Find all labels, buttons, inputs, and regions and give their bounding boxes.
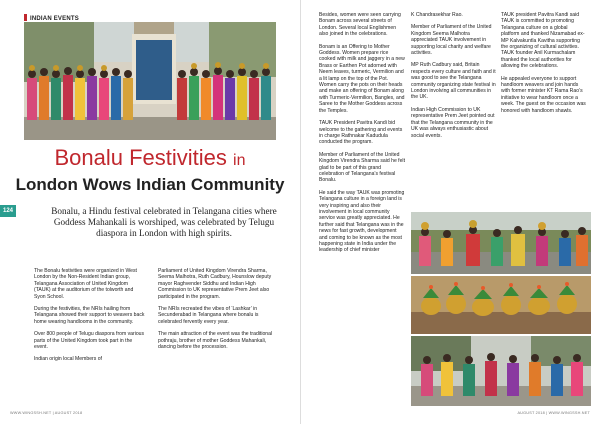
- paragraph: Parliament of United Kingdom Virendra Sharma, Seema Malhotra, Ruth Cadbury, Hounslow deputy mayor Raghvender Siddhu and Indian High Commission to UK representative Prem Jeet also participated in the program.: [158, 268, 272, 300]
- footer-left: WWW.WINGSSH.NET | AUGUST 2018: [10, 411, 83, 415]
- paragraph: During the festivities, the NRIs hailing from Telangana showed their support to weavers back home wearing handlooms in the community.: [34, 306, 145, 325]
- procession-photo: [411, 212, 591, 274]
- paragraph: The Bonalu festivities were organized in West London by the Non-Resident Indian group, Telangana Association of United Kingdom (TAUK) at the auditorium of the tolworth and Syon School.: [34, 268, 137, 300]
- left-column-2: [158, 268, 274, 356]
- paragraph: Over 800 people of Telugu diaspora from various parts of the United Kingdom took part in the event.: [34, 331, 145, 351]
- left-column-1: [34, 268, 146, 369]
- right-column-2: [411, 12, 497, 145]
- paragraph: Bonam is an Offering to Mother Goddess. Women prepare rice cooked with milk and jaggery in a new Brass or Earthen Pot adorned with Neem leaves, turmeric, Vermilion and a lit lamp on the top of the Pot. Women carry the pots on their heads and make an offering of Bonam along with Turmeric-Vermilion, Bangles, and Saree to the Mother Goddess across the Temples.: [319, 43, 405, 114]
- right-page: [300, 0, 600, 424]
- street-procession-photo: [411, 336, 591, 406]
- paragraph: Member of Parliament of the United Kingdom Seema Malhotra appreciated TAUK involvement in supporting local charity and welfare activities.: [411, 24, 492, 57]
- bonam-pots-photo: [411, 276, 591, 334]
- headline-subtitle: London Wows Indian Community: [15, 175, 285, 194]
- paragraph: He appealed everyone to support handloom weavers and join hands with former minister KT Rama Rao’s initiative to wear handloom once a week. The guest on the occasion was honored with handloom shawls.: [501, 75, 586, 114]
- paragraph: Member of Parliament of the United Kingdom Virendra Sharma said he felt glad to be part of this grand celebration of Telangana’s festival Bonalu.: [319, 151, 405, 184]
- paragraph: K Chandrasekhar Rao.: [411, 12, 463, 18]
- right-column-3: [501, 12, 587, 120]
- footer-right: AUGUST 2018 | WWW.WINGSSH.NET: [517, 411, 590, 415]
- paragraph: TAUK President Pavitra Kandi bid welcome to the gathering and events in charge Rathnakar Kadudula conducted the program.: [319, 120, 403, 146]
- headline-title: Bonalu Festivities in: [54, 145, 246, 170]
- paragraph: TAUK president Pavitra Kandi said TAUK is committed to promoting Telangana culture on a global platform and thanked Nizamabad ex-MP Kalvakuntla Kavitha supporting the organizing of cultural activities. TAUK founder Anil Kurmachalam thanked the local authorities for allowing the celebrations.: [501, 12, 585, 70]
- intro-paragraph: Bonalu, a Hindu festival celebrated in Telangana cities where Goddess Mahankali is worshiped, was celebrated by Telugu diaspora in London with high spirits.: [51, 206, 277, 238]
- paragraph: He said the way TAUK was promoting Telangana culture in a foreign land is very inspiring and also their involvement in local community service was greatly appreciated. He further said that Telangana was in the news for fast growth, development and coming to be known as the most happening state in India under the leadership of chief minister: [319, 189, 405, 254]
- page-number: 124: [0, 205, 16, 217]
- section-tag-label: INDIAN EVENTS: [30, 16, 79, 22]
- paragraph: The main attraction of the event was the traditional pothraju, brother of mother Goddess Mahankali, dancing before the procession.: [158, 331, 273, 351]
- paragraph: Indian High Commission to UK representative Prem Jeet pointed out that the Telangana community in the UK was always enthusiastic about social events.: [411, 106, 495, 139]
- paragraph: The NRIs recreated the vibes of ‘Lashkar’ in Secunderabad in Telangana where bonalu is celebrated fervently every year.: [158, 306, 259, 325]
- paragraph: MP Ruth Cadbury said, Britain respects every culture and faith and it was good to see the Telangana community organizing state festival in London involving all communities in the UK.: [411, 62, 496, 101]
- paragraph: Besides, women were seen carrying Bonam across several streets of London. Several local Englishmen also joined in the celebrations.: [319, 12, 401, 38]
- right-column-1: [319, 12, 405, 260]
- group-photo-women-saris: [24, 22, 276, 140]
- paragraph: Indian origin local Members of: [34, 356, 102, 363]
- section-tag: [24, 14, 79, 22]
